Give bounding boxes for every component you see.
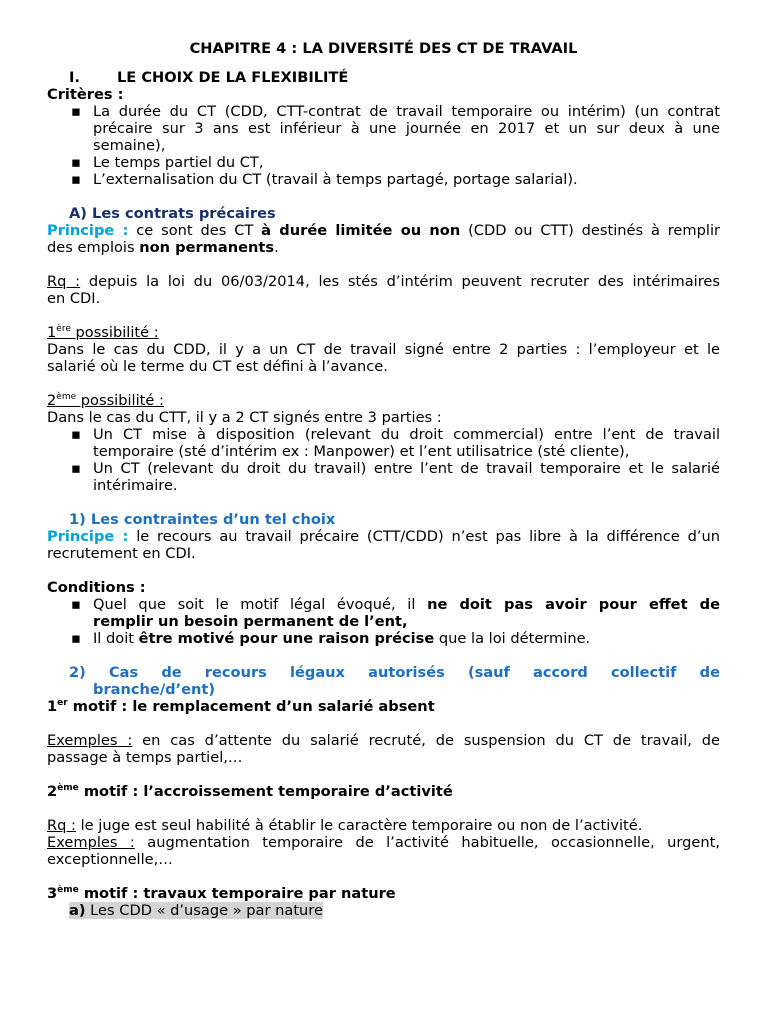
examples-label: Exemples : (47, 834, 135, 851)
bold-text: à durée limitée ou non (261, 222, 461, 239)
chapter-title: CHAPITRE 4 : LA DIVERSITÉ DES CT DE TRAVAIL (189, 40, 578, 57)
text: 1 (47, 324, 57, 341)
rq-line-1 (47, 273, 720, 290)
motif-2-examples-cont: exceptionnelle,… (47, 851, 173, 868)
bullet-icon: ▪ (71, 460, 81, 477)
text: 3 (47, 885, 58, 902)
principe-2-line-1 (47, 528, 720, 545)
conditions-label: Conditions : (47, 579, 146, 596)
superscript: ème (57, 783, 79, 793)
bullet-icon: ▪ (71, 154, 81, 171)
principe-2-line-2: recrutement en CDI. (47, 545, 196, 562)
motif-1-heading (47, 698, 720, 715)
text: le recours au travail précaire (CTT/CDD) n’est pas libre à la différence d’un (128, 528, 720, 545)
text: motif : travaux temporaire par nature (78, 885, 396, 902)
item-letter: a) (69, 902, 86, 919)
possibility-1-text: Dans le cas du CDD, il y a un CT de travail signé entre 2 parties : l’employeur et le (47, 341, 720, 358)
subheading-a: A) Les contrats précaires (69, 205, 276, 222)
bullet-icon: ▪ (71, 103, 81, 120)
text: le juge est seul habilité à établir le caractère temporaire ou non de l’activité. (75, 817, 643, 834)
list-item-text: semaine), (93, 137, 166, 154)
bullet-icon: ▪ (71, 596, 81, 613)
list-item-text: La durée du CT (CDD, CTT-contrat de travail temporaire ou intérim) (un contrat (93, 103, 720, 120)
subheading-2: 2) Cas de recours légaux autorisés (sauf accord collectif de (69, 664, 720, 681)
list-item-text: L’externalisation du CT (travail à temps partagé, portage salarial). (93, 171, 578, 188)
list-item (47, 596, 720, 613)
list-item (47, 171, 720, 188)
list-item-text: Le temps partiel du CT, (93, 154, 264, 171)
text: augmentation temporaire de l’activité habituelle, occasionnelle, urgent, (134, 834, 720, 851)
text: 1 (47, 698, 58, 715)
list-item-text: intérimaire. (93, 477, 178, 494)
highlighted-text (69, 902, 323, 919)
text: que la loi détermine. (434, 630, 591, 647)
text: 2 (47, 783, 58, 800)
bold-text: non permanents (139, 239, 275, 256)
text: ce sont des CT (128, 222, 262, 239)
rq-label: Rq : (47, 273, 81, 290)
possibility-2-intro: Dans le cas du CTT, il y a 2 CT signés entre 3 parties : (47, 409, 442, 426)
superscript: er (57, 698, 68, 708)
examples-label: Exemples : (47, 732, 133, 749)
list-item (47, 630, 720, 647)
list-item (47, 103, 720, 120)
rq-label: Rq : (47, 817, 76, 834)
bold-text: être motivé pour une raison précise (138, 630, 435, 647)
list-item (47, 426, 720, 443)
motif-2-heading (47, 783, 720, 800)
text: (CDD ou CTT) destinés à remplir (460, 222, 720, 239)
superscript: ème (57, 885, 79, 895)
list-item-text: Un CT mise à disposition (relevant du droit commercial) entre l’ent de travail (93, 426, 720, 443)
motif-3-heading (47, 885, 720, 902)
possibility-1-heading (47, 324, 720, 341)
principe-label: Principe : (47, 528, 129, 545)
principe-label: Principe : (47, 222, 129, 239)
superscript: ème (56, 392, 77, 402)
list-item (47, 154, 720, 171)
principe-line-1 (47, 222, 720, 239)
motif-2-rq (47, 817, 720, 834)
text: Quel que soit le motif légal évoqué, il (93, 596, 428, 613)
text: motif : le remplacement d’un salarié absent (67, 698, 435, 715)
text: possibilité : (70, 324, 159, 341)
text: . (274, 239, 279, 256)
possibility-1-text: salarié où le terme du CT est défini à l’avance. (47, 358, 388, 375)
text: Les CDD « d’usage » par nature (85, 902, 323, 919)
section-number: I. (69, 69, 80, 86)
list-item-text: Un CT (relevant du droit du travail) entre l’ent de travail temporaire et le salarié (93, 460, 720, 477)
list-item-text: précaire sur 3 ans est inférieur à une journée en 2017 et un sur deux à une (93, 120, 720, 137)
superscript: ère (56, 324, 71, 334)
section-heading (47, 69, 720, 86)
section-title: LE CHOIX DE LA FLEXIBILITÉ (117, 69, 349, 86)
motif-1-examples-cont: passage à temps partiel,… (47, 749, 243, 766)
document-page (47, 40, 720, 919)
text: depuis la loi du 06/03/2014, les stés d’intérim peuvent recruter des intérimaires (80, 273, 720, 290)
list-item (47, 460, 720, 477)
text: possibilité : (76, 392, 164, 409)
possibility-2-heading (47, 392, 720, 409)
bullet-icon: ▪ (71, 426, 81, 443)
list-item-text (93, 596, 720, 613)
subheading-2-cont: branche/d’ent) (93, 681, 216, 698)
rq-line-2: en CDI. (47, 290, 101, 307)
bullet-icon: ▪ (71, 630, 81, 647)
bullet-icon: ▪ (71, 171, 81, 188)
text: des emplois (47, 239, 140, 256)
motif-1-examples (47, 732, 720, 749)
list-item-text: remplir un besoin permanent de l’ent, (93, 613, 408, 630)
motif-3-item-a (47, 902, 720, 919)
principe-line-2 (47, 239, 720, 256)
text: 2 (47, 392, 57, 409)
criteres-label: Critères : (47, 86, 124, 103)
motif-2-examples (47, 834, 720, 851)
text: Il doit (93, 630, 139, 647)
bold-text: ne doit pas avoir pour effet de (427, 596, 720, 613)
text: motif : l’accroissement temporaire d’activité (78, 783, 453, 800)
list-item-text: temporaire (sté d’intérim ex : Manpower) et l’ent utilisatrice (sté cliente), (93, 443, 630, 460)
subheading-1: 1) Les contraintes d’un tel choix (69, 511, 336, 528)
text: en cas d’attente du salarié recruté, de suspension du CT de travail, de (132, 732, 721, 749)
